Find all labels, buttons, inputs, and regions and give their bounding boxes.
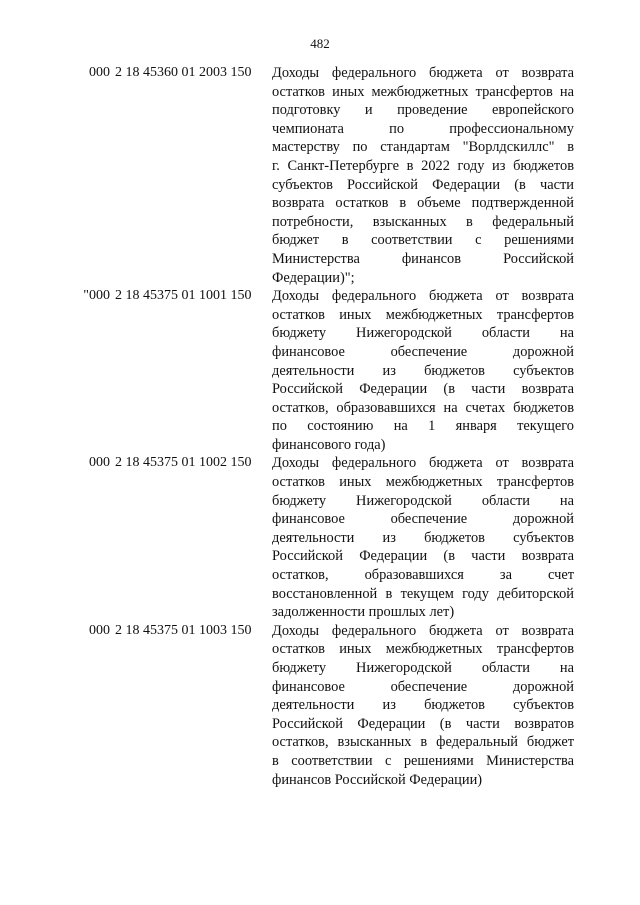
description-line: возврата остатков в объеме подтвержденной: [272, 195, 574, 212]
budget-code-entry: [0, 622, 640, 789]
description-line: Российской Федерации (в части возврата: [272, 381, 574, 398]
admin-code: "000: [83, 288, 110, 304]
budget-code-entry: [0, 454, 640, 621]
description-line: остатков иных межбюджетных трансфертов: [272, 641, 574, 658]
description-line: остатков иных межбюджетных трансфертов на: [272, 83, 574, 100]
description-line: Доходы федерального бюджета от возврата: [272, 288, 574, 305]
kbk-code: 2 18 45375 01 1002 150: [115, 455, 252, 471]
description-line: Федерации)";: [272, 269, 355, 286]
description-line: задолженности прошлых лет): [272, 604, 455, 621]
description-line: остатков, образовавшихся за счет: [272, 567, 574, 584]
description-line: деятельности из бюджетов субъектов: [272, 529, 574, 546]
description-line: потребности, взысканных в федеральный: [272, 213, 574, 230]
description-line: Доходы федерального бюджета от возврата: [272, 455, 574, 472]
description-line: подготовку и проведение европейского: [272, 102, 574, 119]
description-line: остатков иных межбюджетных трансфертов: [272, 474, 574, 491]
admin-code: 000: [89, 455, 110, 471]
description-line: субъектов Российской Федерации (в части: [272, 176, 574, 193]
budget-code-list: [0, 64, 640, 789]
description-line: восстановленной в текущем году дебиторской: [272, 585, 574, 602]
kbk-code: 2 18 45375 01 1001 150: [115, 288, 252, 304]
description-line: Доходы федерального бюджета от возврата: [272, 65, 574, 81]
description-line: по состоянию на 1 января текущего: [272, 418, 574, 435]
description-line: Министерства финансов Российской: [272, 250, 574, 267]
page-number: 482: [310, 36, 330, 51]
entry-description: [272, 622, 574, 789]
description-line: финансовое обеспечение дорожной: [272, 511, 574, 528]
description-line: мастерству по стандартам "Ворлдскиллс" в: [272, 139, 574, 156]
description-line: Российской Федерации (в части возвратов: [272, 715, 574, 732]
admin-code: 000: [89, 622, 110, 638]
description-line: бюджету Нижегородской области на: [272, 325, 574, 342]
entry-description: [272, 64, 574, 287]
description-line: бюджету Нижегородской области на: [272, 660, 574, 676]
kbk-code: 2 18 45360 01 2003 150: [115, 65, 252, 80]
description-line: остатков, образовавшихся на счетах бюджетов: [272, 399, 574, 416]
description-line: в соответствии с решениями Министерства: [272, 752, 574, 769]
entry-description: [272, 454, 574, 621]
description-line: финансов Российской Федерации): [272, 771, 483, 788]
description-line: остатков, взысканных в федеральный бюджет: [272, 734, 574, 751]
description-line: бюджет в соответствии с решениями: [272, 232, 574, 249]
description-line: финансовое обеспечение дорожной: [272, 678, 574, 695]
admin-code: 000: [89, 65, 110, 80]
entry-description: [272, 287, 574, 454]
description-line: Доходы федерального бюджета от возврата: [272, 622, 574, 639]
budget-code-entry: [0, 64, 640, 287]
description-line: остатков иных межбюджетных трансфертов: [272, 306, 574, 323]
description-line: деятельности из бюджетов субъектов: [272, 697, 574, 714]
description-line: финансовое обеспечение дорожной: [272, 343, 574, 360]
description-line: финансового года): [272, 436, 386, 453]
description-line: бюджету Нижегородской области на: [272, 492, 574, 509]
description-line: деятельности из бюджетов субъектов: [272, 362, 574, 379]
kbk-code: 2 18 45375 01 1003 150: [115, 622, 252, 638]
description-line: Российской Федерации (в части возврата: [272, 548, 574, 565]
description-line: г. Санкт-Петербурге в 2022 году из бюджетов: [272, 157, 574, 174]
description-line: чемпионата по профессиональному: [272, 120, 574, 137]
budget-code-entry: [0, 287, 640, 454]
